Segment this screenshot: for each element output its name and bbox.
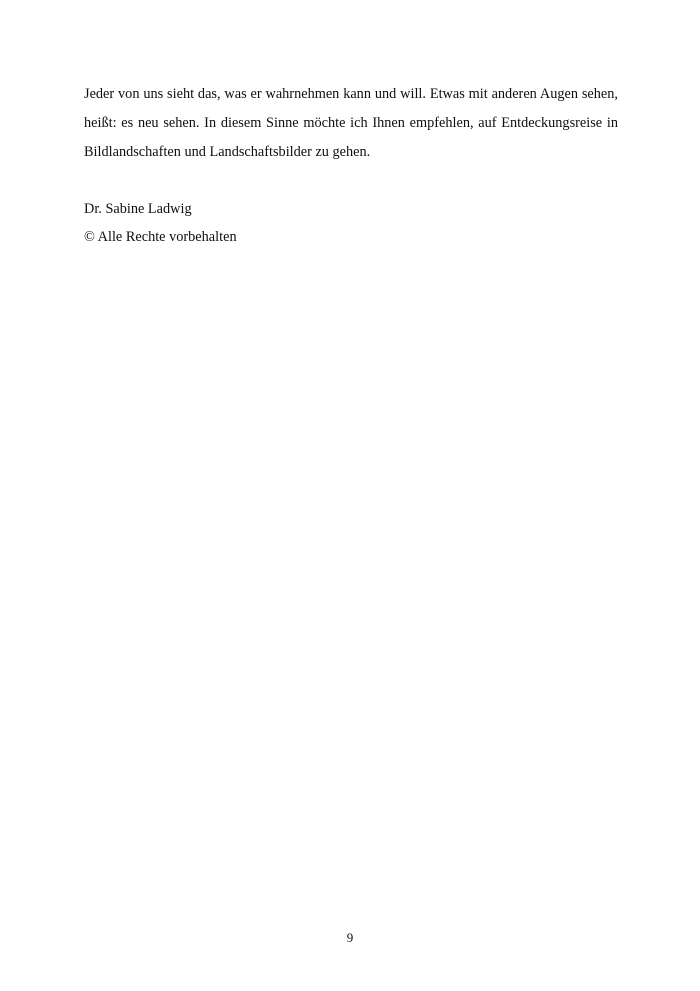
page-number: 9 [346, 930, 354, 945]
author-name: Dr. Sabine Ladwig [84, 201, 192, 217]
signature-block [84, 195, 618, 251]
page-content [84, 80, 618, 251]
body-paragraph: Jeder von uns sieht das, was er wahrnehmen kann und will. Etwas mit anderen Augen sehen, heißt: es neu sehen. In diesem Sinne möchte ich Ihnen empfehlen, auf Entdeckungsreise in Bildlandschaften und Landschaftsbilder zu gehen. [84, 86, 618, 160]
copyright-notice: © Alle Rechte vorbehalten [84, 229, 237, 245]
